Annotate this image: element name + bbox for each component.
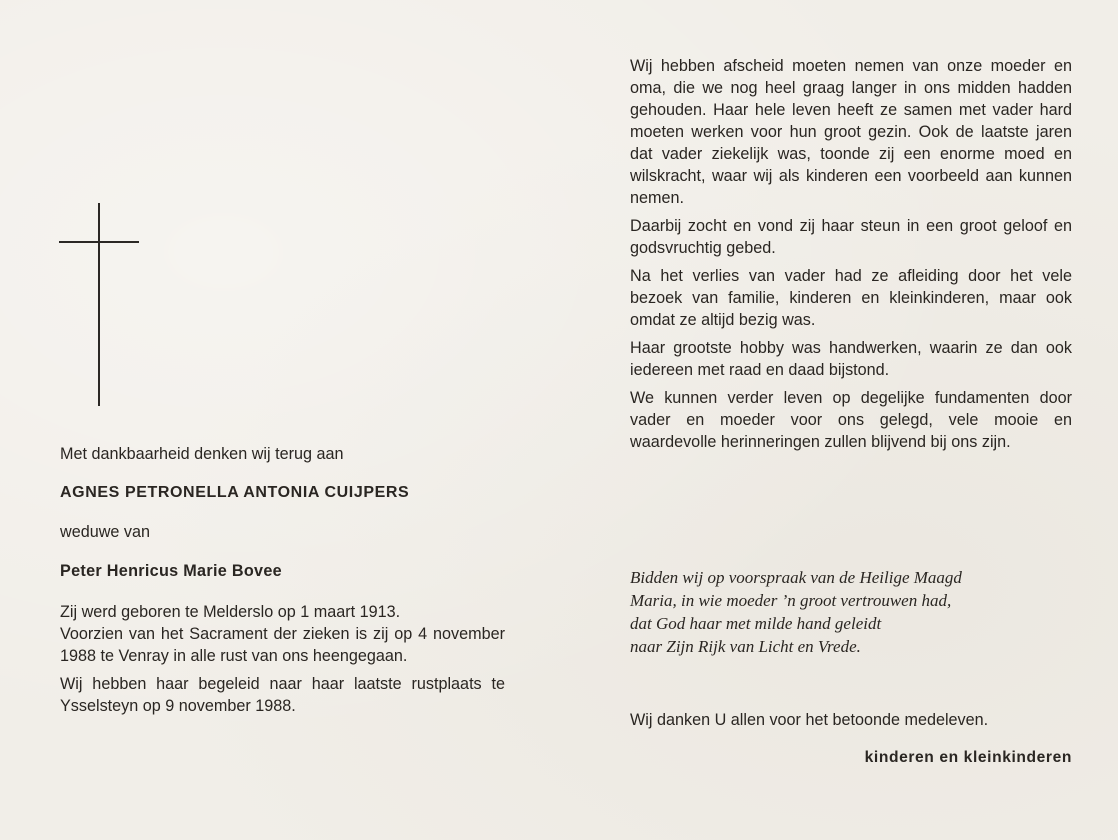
paragraph-visits: Na het verlies van vader had ze afleiding door het vele bezoek van familie, kinderen en kleinkinderen, maar ook omdat ze altijd bezig was. [630,267,1072,329]
paragraph-farewell: Wij hebben afscheid moeten nemen van onze moeder en oma, die we nog heel graag langer in ons midden hadden gehouden. Haar hele leven heeft ze samen met vader hard moeten werken voor hun groot gezin. Ook de laatste jaren dat vader ziekelijk was, toonde zij een enorme moed en wilskracht, waar wij als kinderen een voorbeeld aan kunnen nemen. [630,57,1072,207]
cross-icon [98,203,100,406]
burial-text: Wij hebben haar begeleid naar haar laatste rustplaats te Ysselsteyn op 9 november 1988. [60,675,505,715]
cross-icon-bar [59,241,139,243]
prayer-line: dat God haar met milde hand geleidt [630,614,882,633]
husband-name: Peter Henricus Marie Bovee [60,562,282,580]
prayer-line: naar Zijn Rijk van Licht en Vrede. [630,637,861,656]
right-column [630,55,1072,459]
thanks-text: Wij danken U allen voor het betoonde medeleven. [630,711,989,729]
birth-text: Zij werd geboren te Melderslo op 1 maart 1913. [60,603,401,621]
left-column [60,443,505,717]
intro-text: Met dankbaarheid denken wij terug aan [60,445,344,463]
passing-text: Voorzien van het Sacrament der zieken is zij op 4 november 1988 te Venray in alle rust van ons heengegaan. [60,625,505,665]
paragraph-faith: Daarbij zocht en vond zij haar steun in een groot geloof en godsvruchtig gebed. [630,217,1072,257]
paragraph-hobby: Haar grootste hobby was handwerken, waarin ze dan ook iedereen met raad en daad bijstond. [630,339,1072,379]
paragraph-memories: We kunnen verder leven op degelijke fundamenten door vader en moeder voor ons gelegd, vele mooie en waardevolle herinneringen zullen blijvend bij ons zijn. [630,389,1072,451]
prayer-line: Bidden wij op voorspraak van de Heilige Maagd [630,568,962,587]
deceased-name: AGNES PETRONELLA ANTONIA CUIJPERS [60,484,410,501]
signature-text: kinderen en kleinkinderen [864,749,1072,766]
prayer-line: Maria, in wie moeder ’n groot vertrouwen had, [630,591,952,610]
prayer-text [630,566,1075,658]
widow-of-text: weduwe van [60,523,150,541]
